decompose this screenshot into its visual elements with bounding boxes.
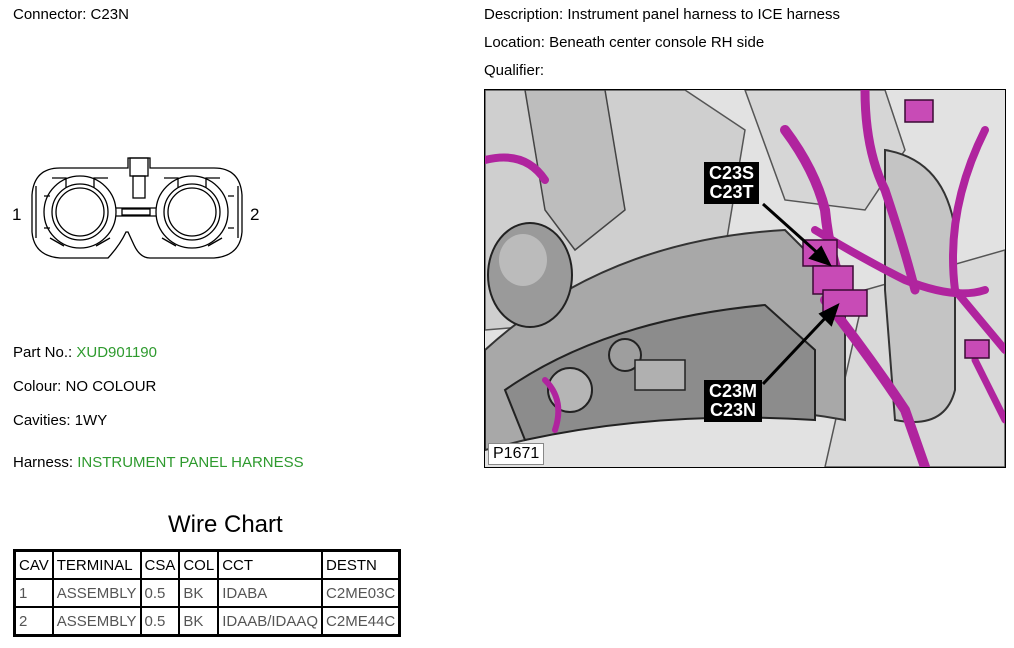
col-cct: CCT [218, 551, 322, 580]
table-header-row [15, 551, 400, 580]
cell-terminal: ASSEMBLY [53, 579, 141, 607]
part-no-label: Part No.: [13, 344, 73, 361]
col-cav: CAV [15, 551, 53, 580]
cell-cct: IDABA [218, 579, 322, 607]
location-label: Location: [484, 34, 545, 51]
cell-cav: 1 [15, 579, 53, 607]
cell-cav: 2 [15, 607, 53, 636]
photo-id: P1671 [488, 443, 544, 465]
harness-link[interactable]: INSTRUMENT PANEL HARNESS [77, 454, 304, 471]
callout-line: C23S [709, 163, 755, 183]
callout-line: C23T [709, 182, 754, 202]
wire-chart-title: Wire Chart [168, 511, 283, 538]
callout-line: C23M [709, 381, 758, 401]
cell-cct: IDAAB/IDAAQ [218, 607, 322, 636]
cell-col: BK [179, 607, 218, 636]
col-csa: CSA [141, 551, 180, 580]
description-label: Description: [484, 6, 564, 23]
connector-face-diagram [0, 150, 290, 270]
harness-label: Harness: [13, 454, 74, 471]
description-value: Instrument panel harness to ICE harness [567, 6, 841, 23]
table-row [15, 579, 400, 607]
location-photo [484, 89, 1006, 468]
part-no-link[interactable]: XUD901190 [76, 344, 157, 361]
harness-line [13, 454, 304, 472]
col-col: COL [179, 551, 218, 580]
cavities-value: 1WY [74, 412, 108, 429]
callout-c23s-c23t [704, 162, 759, 204]
pin-1-label: 1 [12, 205, 22, 224]
qualifier-line [484, 62, 544, 80]
colour-label: Colour: [13, 378, 62, 395]
cell-destn: C2ME03C [322, 579, 400, 607]
cell-col: BK [179, 579, 218, 607]
callout-line: C23N [709, 400, 757, 420]
part-no-line [13, 344, 157, 362]
qualifier-label: Qualifier: [484, 62, 545, 79]
location-line [484, 34, 764, 52]
cavities-line [13, 412, 107, 430]
location-value: Beneath center console RH side [549, 34, 765, 51]
colour-value: NO COLOUR [65, 378, 157, 395]
col-destn: DESTN [322, 551, 400, 580]
cell-csa: 0.5 [141, 607, 180, 636]
pin-2-label: 2 [250, 205, 260, 224]
colour-line [13, 378, 156, 396]
connector-label: Connector: [13, 6, 87, 23]
col-terminal: TERMINAL [53, 551, 141, 580]
cell-terminal: ASSEMBLY [53, 607, 141, 636]
wire-chart-table [13, 549, 401, 637]
cell-csa: 0.5 [141, 579, 180, 607]
connector-value: C23N [90, 6, 129, 23]
description-line [484, 6, 840, 24]
cavities-label: Cavities: [13, 412, 71, 429]
cell-destn: C2ME44C [322, 607, 400, 636]
table-row [15, 607, 400, 636]
callout-c23m-c23n [704, 380, 762, 422]
connector-line [13, 6, 129, 24]
